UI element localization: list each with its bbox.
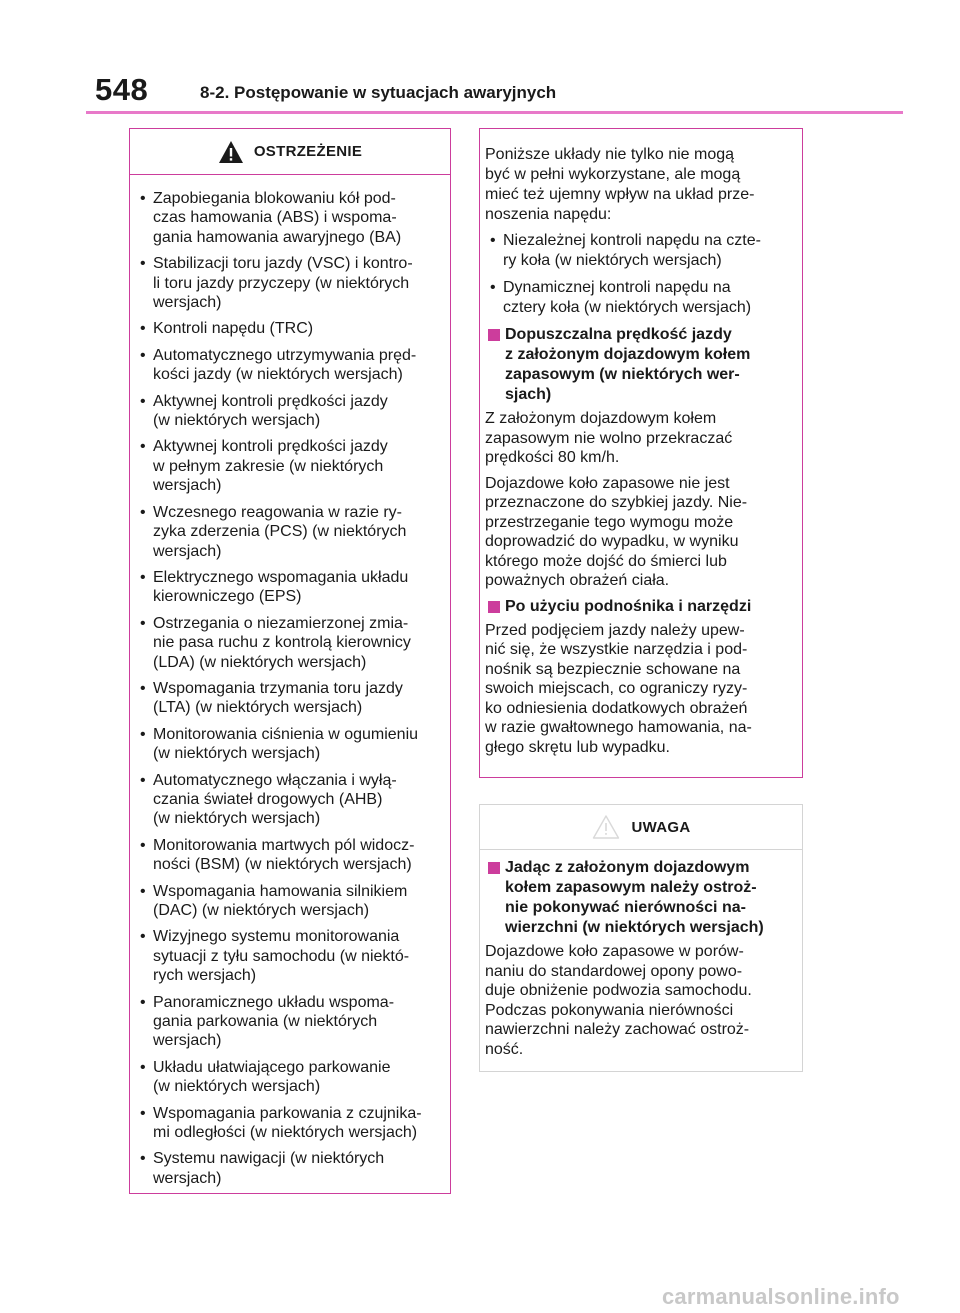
bullet-icon: • [140, 614, 146, 632]
warning-list-item-text: Stabilizacji toru jazdy (VSC) i kontro- li toru jazdy przyczepy (w niektórych wersjach) [153, 255, 413, 312]
warning-list-item [140, 437, 444, 495]
warning-list-item-text: Aktywnej kontroli prędkości jazdy (w niektórych wersjach) [153, 392, 388, 430]
warning-triangle-icon [218, 140, 244, 164]
bullet-icon: • [140, 928, 146, 946]
warning-list-item [140, 189, 444, 247]
warning-list-item-text: Wspomagania trzymania toru jazdy (LTA) (w niektórych wersjach) [153, 679, 403, 717]
intro-paragraph: Poniższe układy nie tylko nie mogą być w pełni wykorzystane, ale mogą mieć też ujemny wpływ na układ prze- noszenia napędu: [485, 146, 755, 223]
warning-list-item [140, 503, 444, 561]
warning-list-item-text: Automatycznego utrzymywania pręd- kości jazdy (w niektórych wersjach) [153, 346, 417, 384]
warning-list-item-text: Automatycznego włączania i wyłą- czania świateł drogowych (AHB) (w niektórych wersjach) [153, 771, 397, 828]
speed-limit-paragraph: Z założonym dojazdowym kołem zapasowym nie wolno przekraczać prędkości 80 km/h. [485, 410, 733, 466]
warning-header [130, 129, 450, 175]
warning-list-item [140, 1149, 444, 1188]
drive-control-item [485, 231, 796, 271]
warning-list-item [140, 927, 444, 985]
warning-list-item-text: Systemu nawigacji (w niektórych wersjach) [153, 1150, 385, 1187]
page-number: 548 [95, 72, 149, 107]
bullet-icon: • [140, 725, 146, 743]
bullet-icon: • [140, 438, 146, 456]
section-heading-speed [485, 325, 796, 405]
notice-heading-text: Jadąc z założonym dojazdowym kołem zapasowym należy ostroż- nie pokonywać nierówności na- wierzchni (w niektórych wersjach) [505, 859, 764, 936]
header-rule [86, 111, 903, 114]
bullet-icon: • [140, 882, 146, 900]
warning-list-item-text: Układu ułatwiającego parkowanie (w niektórych wersjach) [153, 1058, 391, 1096]
bullet-icon: • [140, 836, 146, 854]
heading-square-icon [488, 862, 500, 874]
warning-list-item-text: Monitorowania martwych pól widocz- ności (BSM) (w niektórych wersjach) [153, 836, 415, 874]
warning-list-item-text: Monitorowania ciśnienia w ogumieniu (w niektórych wersjach) [153, 725, 419, 763]
tools-paragraph: Przed podjęciem jazdy należy upew- nić się, że wszystkie narzędzia i pod- nośnik są bezpiecznie schowane na swoich miejscach, co ograniczy ryzy- ko odniesienia dodatkowych obrażeń w razie gwałtownego hamowania, na- głego skrętu lub wypadku. [485, 621, 752, 756]
warning-list-item [140, 836, 444, 875]
notice-box [479, 804, 803, 1072]
section-heading-jack [485, 597, 796, 617]
warning-list-item [140, 319, 444, 338]
drive-control-item-text: Dynamicznej kontroli napędu na cztery koła (w niektórych wersjach) [503, 279, 752, 316]
warning-list-item-text: Elektrycznego wspomagania układu kierowniczego (EPS) [153, 568, 409, 606]
warning-list-item-text: Wczesnego reagowania w razie ry- zyka zderzenia (PCS) (w niektórych wersjach) [153, 503, 407, 560]
bullet-icon: • [140, 255, 146, 273]
drive-control-item-text: Niezależnej kontroli napędu na czte- ry koła (w niektórych wersjach) [503, 232, 761, 269]
bullet-icon: • [140, 1058, 146, 1076]
bullet-icon: • [140, 993, 146, 1011]
heading-square-icon [488, 329, 500, 341]
warning-list-item [140, 346, 444, 385]
bullet-icon: • [140, 392, 146, 410]
warning-list [130, 175, 450, 1188]
bullet-icon: • [140, 190, 146, 207]
warning-list-item [140, 771, 444, 829]
warning-list-item-text: Wspomagania parkowania z czujnika- mi odległości (w niektórych wersjach) [153, 1104, 422, 1142]
heading-square-icon [488, 601, 500, 613]
info-box [479, 128, 803, 778]
spare-wheel-paragraph: Dojazdowe koło zapasowe nie jest przeznaczone do szybkiej jazdy. Nie- przestrzeganie tego wymogu może doprowadzić do wypadku, w wyniku którego może dojść do śmierci lub poważnych obrażeń ciała. [485, 474, 748, 589]
drive-control-item [485, 278, 796, 318]
bullet-icon: • [140, 1104, 146, 1122]
warning-list-item [140, 614, 444, 672]
warning-list-item [140, 725, 444, 764]
warning-list-item [140, 254, 444, 312]
warning-box [129, 128, 451, 1194]
notice-paragraph: Dojazdowe koło zapasowe w porów- naniu do standardowej opony powo- duje obniżenie podwozia samochodu. Podczas pokonywania nierówności nawierzchni należy zachować ostroż- ność. [485, 943, 752, 1058]
warning-list-item-text: Ostrzegania o niezamierzonej zmia- nie pasa ruchu z kontrolą kierownicy (LDA) (w niektórych wersjach) [153, 614, 411, 671]
notice-header [480, 805, 802, 850]
warning-list-item-text: Wizyjnego systemu monitorowania sytuacji z tyłu samochodu (w niektó- rych wersjach) [153, 928, 410, 985]
bullet-icon: • [140, 1150, 146, 1168]
warning-list-item [140, 1104, 444, 1143]
warning-title: OSTRZEŻENIE [253, 143, 363, 160]
bullet-icon: • [140, 568, 146, 586]
warning-list-item-text: Zapobiegania blokowaniu kół pod- czas hamowania (ABS) i wspoma- gania hamowania awaryjnego (BA) [153, 190, 402, 246]
bullet-icon: • [140, 503, 146, 521]
bullet-icon: • [490, 279, 496, 296]
bullet-icon: • [490, 232, 496, 249]
warning-list-item-text: Panoramicznego układu wspoma- gania parkowania (w niektórych wersjach) [153, 993, 395, 1050]
notice-title: UWAGA [631, 818, 691, 836]
heading-speed-text: Dopuszczalna prędkość jazdy z założonym dojazdowym kołem zapasowym (w niektórych wer- sjach) [505, 326, 751, 403]
warning-list-item-text: Aktywnej kontroli prędkości jazdy w pełnym zakresie (w niektórych wersjach) [153, 438, 388, 495]
bullet-icon: • [140, 771, 146, 789]
warning-list-item [140, 882, 444, 921]
section-title: 8-2. Postępowanie w sytuacjach awaryjnych [200, 83, 557, 102]
warning-list-item [140, 993, 444, 1051]
caution-triangle-icon [592, 814, 620, 840]
warning-list-item [140, 679, 444, 718]
drive-control-list [485, 231, 796, 318]
heading-jack-text: Po użyciu podnośnika i narzędzi [505, 597, 752, 615]
warning-list-item [140, 1058, 444, 1097]
watermark-text: carmanualsonline.info [662, 1284, 900, 1309]
bullet-icon: • [140, 679, 146, 697]
bullet-icon: • [140, 320, 146, 338]
notice-heading [485, 858, 796, 938]
warning-list-item [140, 568, 444, 607]
warning-list-item-text: Wspomagania hamowania silnikiem (DAC) (w niektórych wersjach) [153, 882, 408, 919]
bullet-icon: • [140, 346, 146, 364]
warning-list-item-text: Kontroli napędu (TRC) [153, 320, 314, 338]
warning-list-item [140, 392, 444, 431]
